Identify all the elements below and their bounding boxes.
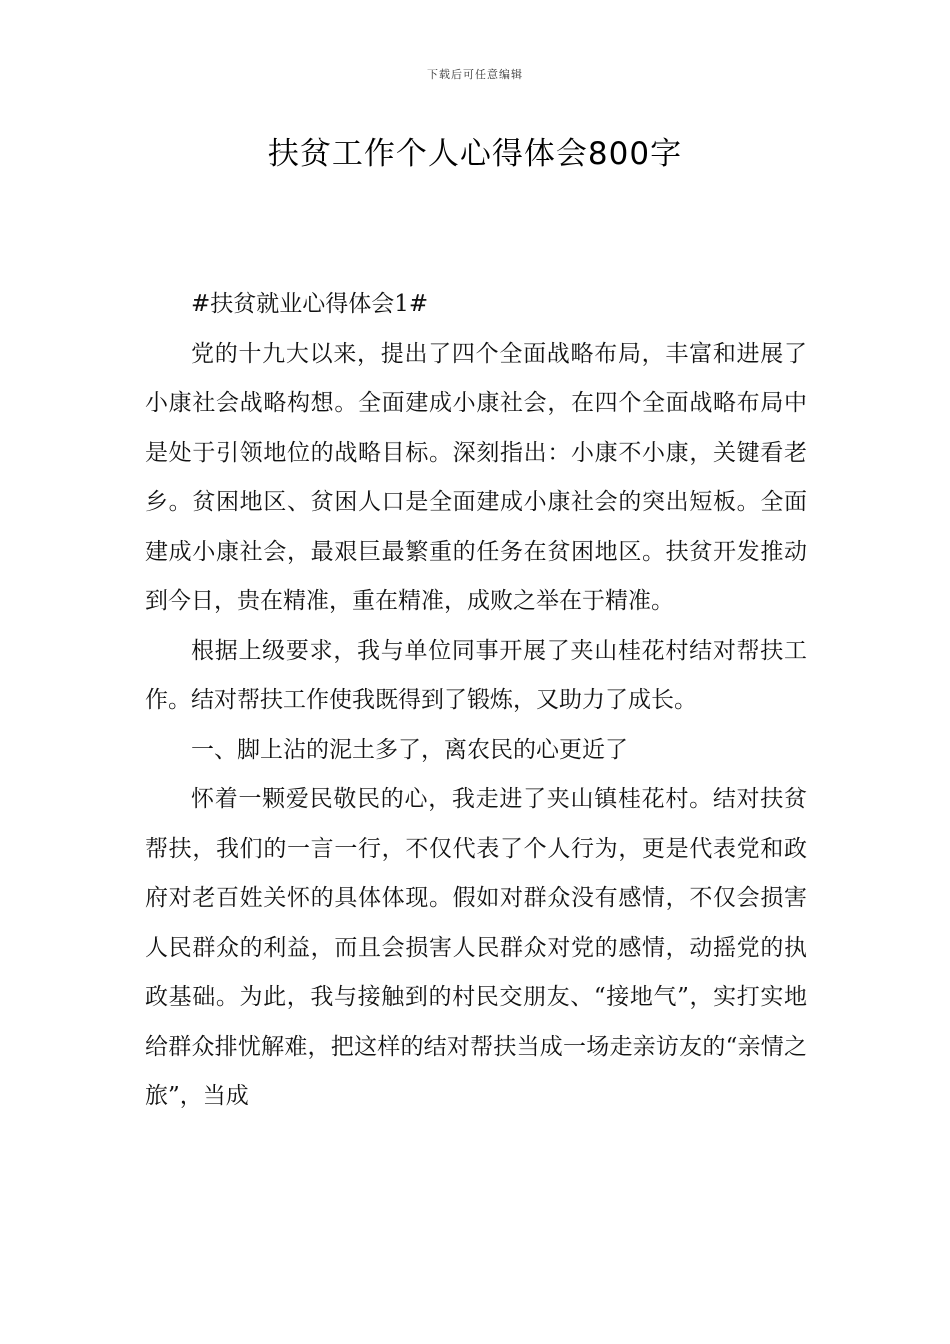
paragraph: 党的十九大以来，提出了四个全面战略布局，丰富和进展了小康社会战略构想。全面建成小康社会，在四个全面战略布局中是处于引领地位的战略目标。深刻指出：小康不小康，关键看老乡。贫困地区、贫困人口是全面建成小康社会的突出短板。全面建成小康社会，最艰巨最繁重的任务在贫困地区。扶贫开发推动到今日，贵在精准，重在精准，成败之举在于精准。 [145,340,807,614]
document-title: 扶贫工作个人心得体会800字 [267,136,683,172]
subsection-heading: 一、脚上沾的泥土多了，离农民的心更近了 [191,736,628,763]
document-body [145,280,807,1122]
header-note: 下载后可任意编辑 [427,68,523,81]
paragraph: 根据上级要求，我与单位同事开展了夹山桂花村结对帮扶工作。结对帮扶工作使我既得到了锻炼，又助力了成长。 [145,637,807,713]
section-heading: #扶贫就业心得体会1# [191,291,429,317]
paragraph: 怀着一颗爱民敬民的心，我走进了夹山镇桂花村。结对扶贫帮扶，我们的一言一行，不仅代表了个人行为，更是代表党和政府对老百姓关怀的具体体现。假如对群众没有感情，不仅会损害人民群众的利益，而且会损害人民群众对党的感情，动摇党的执政基础。为此，我与接触到的村民交朋友、“接地气”，实打实地给群众排忧解难，把这样的结对帮扶当成一场走亲访友的“亲情之旅”，当成 [145,786,807,1109]
